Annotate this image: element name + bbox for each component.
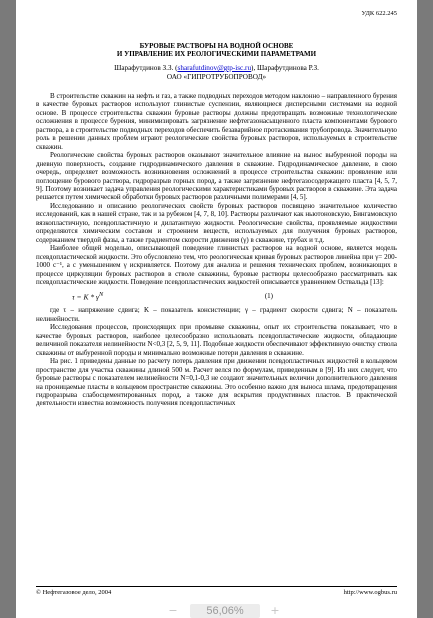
- title-line-1: БУРОВЫЕ РАСТВОРЫ НА ВОДНОЙ ОСНОВЕ: [139, 42, 294, 50]
- footer-copyright: © Нефтегазовое дело, 2004: [36, 589, 112, 596]
- organization: ОАО «ГИПРОТРУБОПРОВОД»: [166, 73, 267, 81]
- zoom-out-button[interactable]: −: [168, 604, 178, 617]
- footer-divider: [36, 586, 397, 587]
- article-body: [36, 92, 397, 408]
- paragraph-5: Исследования процессов, происходящих при промывке скважины, опыт их строительства показывает, что в качестве буровых растворов, наиболее целесообразно использовать псевдопластические жидкости, обладающие величиной показателя нелинейности N<0,3 [2, 5, 9, 11]. Подобные жидкости обеспечивают эффективную очистку ствола скважины от выбуренной породы и минимально возможные потери давления в скважине.: [36, 323, 397, 357]
- authors-prefix: Шарафутдинов З.З. (: [114, 64, 178, 72]
- paragraph-6: На рис. 1 приведены данные по расчету потерь давления при движении псевдопластичных жидкостей в кольцевом пространстве для участка скважины длиной 500 м. Расчет велся по формулам, приведенным в [9]. Из них следует, что буровые растворы с показателем нелинейности N=0,1-0,3 не создают значительных величин дополнительного давления на проницаемые пласты в кольцевом пространстве скважины. Это особенно важно для выноса шлама, предотвращения гидроразрыва слабосцементированных пород, а также для вскрытия продуктивных пластов. В практической деятельности известна возможность получения псевдопластичных: [36, 357, 397, 408]
- authors-suffix: ), Шарафутдинова Р.З.: [251, 64, 319, 72]
- udk-code: УДК 622.245: [361, 10, 397, 17]
- formula-explanation: где τ – напряжение сдвига; K – показатель консистенции; γ – градиент скорости сдвига; N – показатель нелинейности.: [36, 306, 397, 323]
- formula-text: τ = K * γ: [72, 292, 99, 302]
- document-page: [16, 0, 417, 618]
- formula-number: (1): [264, 292, 273, 301]
- author-email-link[interactable]: sharafutdinov@gtp-isc.ru: [177, 64, 252, 72]
- title-line-2: И УПРАВЛЕНИЕ ИХ РЕОЛОГИЧЕСКИМИ ПАРАМЕТРАМИ: [116, 50, 317, 58]
- paragraph-4: Наиболее общей моделью, описывающей поведение глинистых растворов на водной основе, является модель псевдопластической жидкости. Это обусловлено тем, что реологическая кривая буровых растворов линейна при γ= 200-1000 с⁻¹, а с уменьшением γ искривляется. Поэтому для анализа и решения технических проблем, возникающих в процессе циркуляции буровых растворов в стволе скважины, буровые растворы целесообразно рассматривать как псевдопластические жидкости. Поведение псевдопластических жидкостей описывается уравнением Оствальда [13]:: [36, 244, 397, 286]
- paragraph-1: В строительстве скважин на нефть и газ, а также подводных переходов методом наклонно – направленного бурения в качестве буровых растворов используют глинистые суспензии, являющиеся дисперсными системами на водной основе. В процессе строительства скважин буровые растворы должны предотвращать возможные технологические осложнения в процессе бурения, минимизировать загрязнение нефтегазонасыщенного пласта компонентами бурового раствора, а в строительстве подводных переходов обеспечить безаварийное протаскивания трубопровода. Значительную роль в решении данных проблем играют реологические свойства буровых растворов, используемых в строительстве скважин.: [36, 92, 397, 151]
- page-footer: [36, 589, 397, 597]
- paragraph-3: Исследованию и описанию реологических свойств буровых растворов посвящено значительное количество исследований, как в нашей стране, так и за рубежом [4, 7, 8, 10]. Растворы различают как ньютоновскую, Бингамовскую вязкопластичную, псевдопластичную и дилатантную жидкости. Реологические свойства, проявляемые жидкостями определяются химическим составом и строением веществ, используемых для получения буровых растворов, содержанием твердой фазы, а также градиентом скорости движения (γ) в скважине, трубах и т.д.: [36, 201, 397, 244]
- paragraph-2: Реологические свойства буровых растворов оказывают значительное влияние на вынос выбуренной породы на дневную поверхность, создание гидродинамического давления в скважине. Гидродинамическое давление, в свою очередь, определяет возможность возникновения осложнений в процессе строительства скважин: проявление или поглощение бурового раствора, гидроразрыв горных пород, а также загрязнение нефтегазосодержащего пласта [4, 5, 7, 9]. Поэтому возникает задача управления реологическими характеристиками буровых растворов в скважине. Эта задача решается путем химической обработки буровых растворов различными полимерами [4, 5].: [36, 151, 397, 202]
- formula-exponent: N: [98, 290, 104, 298]
- ostwald-formula: [36, 288, 397, 304]
- article-title: [36, 42, 397, 58]
- formula-expression: [72, 291, 103, 302]
- footer-url[interactable]: http://www.ogbus.ru: [343, 589, 397, 596]
- zoom-level-indicator: 56,06%: [190, 604, 260, 618]
- authors-line: [36, 64, 397, 73]
- zoom-in-button[interactable]: +: [270, 604, 280, 617]
